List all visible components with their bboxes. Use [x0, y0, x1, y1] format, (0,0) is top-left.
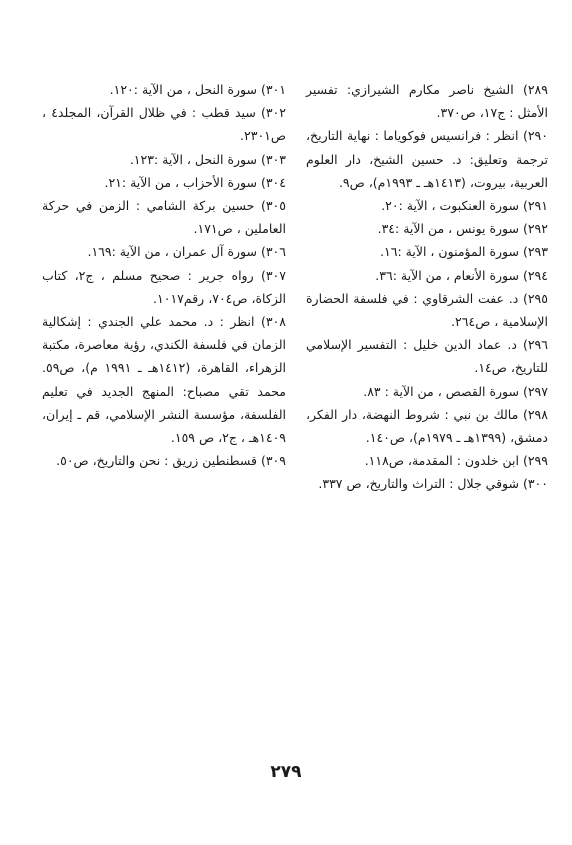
footnote-293: ٢٩٣) سورة المؤمنون ، الآية :١٦. — [380, 244, 548, 260]
footnote-300: ٣٠٠) شوقي جلال : التراث والتاريخ، ص ٣٣٧. — [318, 476, 548, 492]
footnotes-column-right — [306, 78, 548, 496]
footnote-307: ٣٠٧) رواه جرير : صحيح مسلم ، ج٢، كتاب الزكاة، ص٧٠٤، رقم١٠١٧. — [42, 267, 286, 306]
footnote-295: ٢٩٥) د. عفت الشرقاوي : في فلسفة الحضارة الإسلامية ، ص٢٦٤. — [306, 290, 548, 330]
footnote-289: ٢٨٩) الشيخ ناصر مكارم الشيرازي: تفسير الأمثل : ج١٧، ص٣٧٠. — [306, 82, 548, 121]
footnote-291: ٢٩١) سورة العنكبوت ، الآية :٢٠. — [381, 198, 548, 214]
footnote-305: ٣٠٥) حسين بركة الشامي : الزمن في حركة العاملين ، ص١٧١. — [42, 198, 286, 237]
footnote-308: ٣٠٨) انظر : د. محمد علي الجندي : إشكالية الزمان في فلسفة الكندي، رؤية معاصرة، مكتبة الزهراء، القاهرة، (١٤١٢هـ ـ ١٩٩١ م)، ص٥٩. محمد تقي مصباح: المنهج الجديد في تعليم الفلسفة، مؤسسة النشر الإسلامي، قم ـ إيران، ١٤٠٩هـ ، ج٢، ص ١٥٩. — [42, 314, 286, 446]
footnote-296: ٢٩٦) د. عماد الدين خليل : التفسير الإسلامي للتاريخ، ص١٤. — [306, 337, 548, 376]
footnote-304: ٣٠٤) سورة الأحزاب ، من الآية :٢١. — [104, 174, 286, 190]
page-number: ٢٧٩ — [270, 762, 302, 782]
footnote-301: ٣٠١) سورة النحل ، من الآية :١٢٠. — [109, 82, 286, 97]
footnote-298: ٢٩٨) مالك بن نبي : شروط النهضة، دار الفكر، دمشق، (١٣٩٩هـ ـ ١٩٧٩م)، ص١٤٠. — [306, 406, 548, 446]
footnote-303: ٣٠٣) سورة النحل ، الآية :١٢٣. — [129, 151, 286, 167]
footnote-306: ٣٠٦) سورة آل عمران ، من الآية :١٦٩. — [87, 244, 286, 260]
footnote-294: ٢٩٤) سورة الأنعام ، من الآية :٣٦. — [375, 267, 548, 283]
footnote-309: ٣٠٩) قسطنطين زريق : نحن والتاريخ، ص٥٠. — [56, 453, 286, 469]
footnote-299: ٢٩٩) ابن خلدون : المقدمة، ص١١٨. — [364, 453, 548, 469]
footnote-302: ٣٠٢) سيد قطب : في ظلال القرآن، المجلد٤ ، ص٢٣٠١. — [42, 105, 286, 144]
footnote-297: ٢٩٧) سورة القصص ، من الآية : ٨٣. — [363, 383, 548, 399]
footnote-290: ٢٩٠) انظر : فرانسيس فوكوياما : نهاية التاريخ، ترجمة وتعليق: د. حسين الشيخ، دار العلوم العربية، بيروت، (١٤١٣هـ ـ ١٩٩٣م)، ص٩. — [306, 128, 548, 190]
footnotes-column-left — [42, 78, 286, 472]
footnote-292: ٢٩٢) سورة يونس ، من الآية :٣٤. — [377, 221, 548, 237]
